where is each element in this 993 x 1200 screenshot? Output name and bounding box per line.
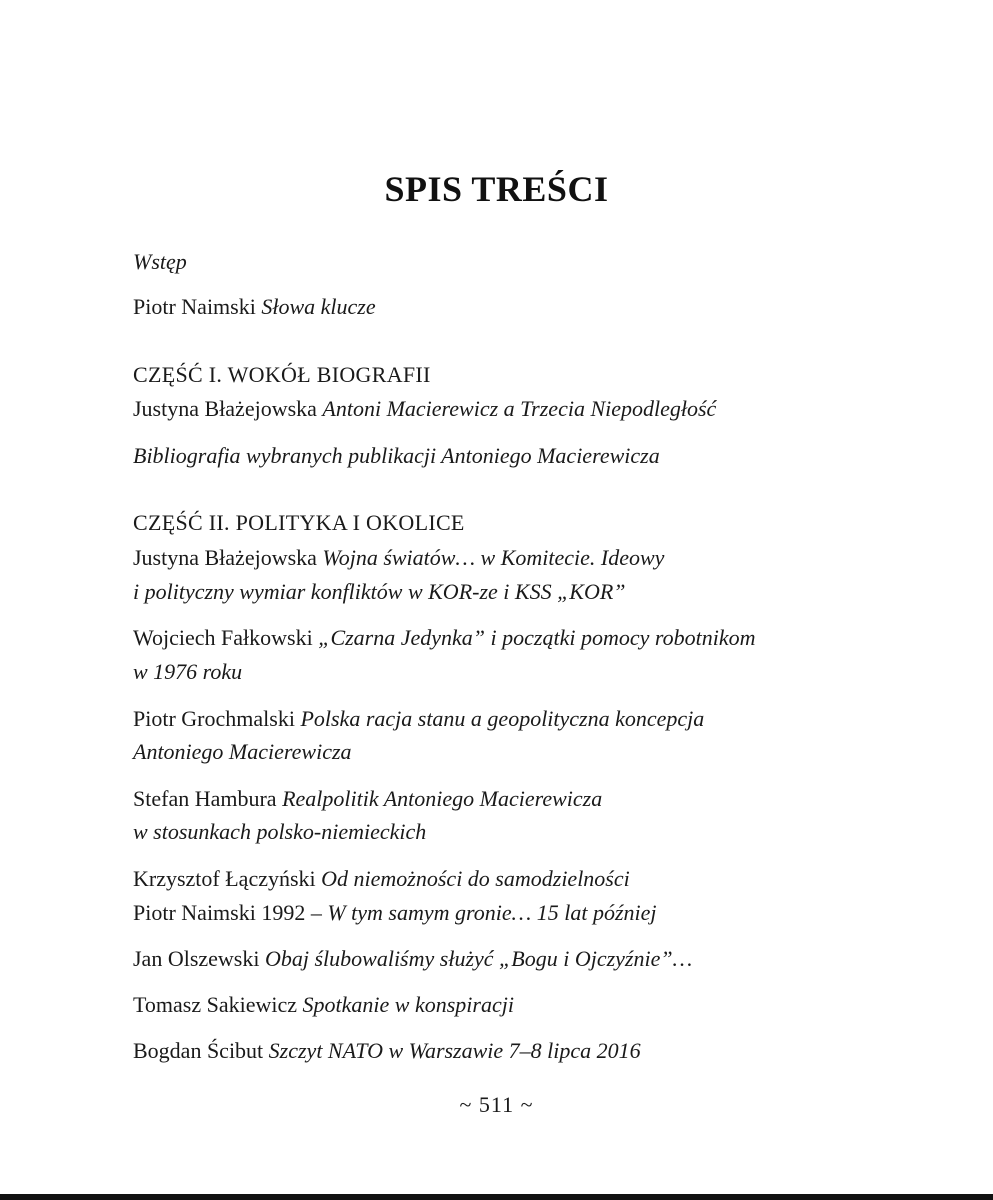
entry-title: Realpolitik Antoniego Macierewicza — [282, 786, 603, 811]
entry-author: Piotr Naimski 1992 – — [133, 900, 322, 925]
entry-author: Piotr Naimski — [133, 294, 256, 319]
toc-entry-blazejowska-2-cont — [133, 577, 626, 607]
toc-entry-wstep — [133, 247, 187, 277]
toc-entry-hambura — [133, 784, 602, 814]
entry-title-cont: w 1976 roku — [133, 659, 243, 684]
toc-entry-hambura-cont — [133, 817, 426, 847]
toc-entry-grochmalski-cont — [133, 737, 352, 767]
entry-title: Spotkanie w konspiracji — [302, 992, 514, 1017]
entry-author: Justyna Błażejowska — [133, 545, 317, 570]
toc-entry-sakiewicz — [133, 990, 514, 1020]
part-heading-1: CZĘŚĆ I. WOKÓŁ BIOGRAFII — [133, 362, 431, 387]
toc-entry-naimski-2 — [133, 898, 657, 928]
entry-title: W tym samym gronie… 15 lat później — [327, 900, 657, 925]
toc-entry-grochmalski — [133, 704, 704, 734]
entry-author: Wojciech Fałkowski — [133, 625, 313, 650]
toc-entry-falkowski-cont — [133, 657, 242, 687]
entry-author: Piotr Grochmalski — [133, 706, 295, 731]
entry-author: Jan Olszewski — [133, 946, 260, 971]
toc-entry-laczynski — [133, 864, 630, 894]
toc-entry-blazejowska-2 — [133, 543, 664, 573]
entry-title: Wojna światów… w Komitecie. Ideowy — [322, 545, 665, 570]
toc-entry-scibut — [133, 1036, 641, 1066]
entry-author: Stefan Hambura — [133, 786, 277, 811]
toc-entry-blazejowska-1 — [133, 394, 716, 424]
entry-title: Antoni Macierewicz a Trzecia Niepodległość — [322, 396, 717, 421]
toc-entry-bibliografia — [133, 441, 660, 471]
entry-title: Słowa klucze — [261, 294, 376, 319]
toc-entry-naimski-1 — [133, 292, 376, 322]
bottom-border — [0, 1194, 993, 1200]
entry-title: Od niemożności do samodzielności — [321, 866, 630, 891]
entry-author: Bogdan Ścibut — [133, 1038, 264, 1063]
entry-title: „Czarna Jedynka” i początki pomocy robotnikom — [318, 625, 756, 650]
page-title: SPIS TREŚCI — [384, 169, 609, 209]
entry-title-cont: w stosunkach polsko-niemieckich — [133, 819, 427, 844]
part-heading-2: CZĘŚĆ II. POLITYKA I OKOLICE — [133, 510, 465, 535]
entry-author: Tomasz Sakiewicz — [133, 992, 298, 1017]
entry-author: Krzysztof Łączyński — [133, 866, 316, 891]
toc-entry-olszewski — [133, 944, 692, 974]
entry-author: Justyna Błażejowska — [133, 396, 317, 421]
toc-entry-falkowski — [133, 623, 756, 653]
entry-title: Polska racja stanu a geopolityczna koncepcja — [300, 706, 705, 731]
entry-title-cont: i polityczny wymiar konfliktów w KOR-ze i KSS „KOR” — [133, 579, 626, 604]
entry-title: Obaj ślubowaliśmy służyć „Bogu i Ojczyźnie”… — [264, 946, 693, 971]
entry-title: Bibliografia wybranych publikacji Antoniego Macierewicza — [133, 443, 660, 468]
entry-title-cont: Antoniego Macierewicza — [133, 739, 352, 764]
entry-title: Szczyt NATO w Warszawie 7–8 lipca 2016 — [268, 1038, 641, 1063]
page-number: ~ 511 ~ — [459, 1092, 534, 1117]
entry-title: Wstęp — [133, 249, 187, 274]
